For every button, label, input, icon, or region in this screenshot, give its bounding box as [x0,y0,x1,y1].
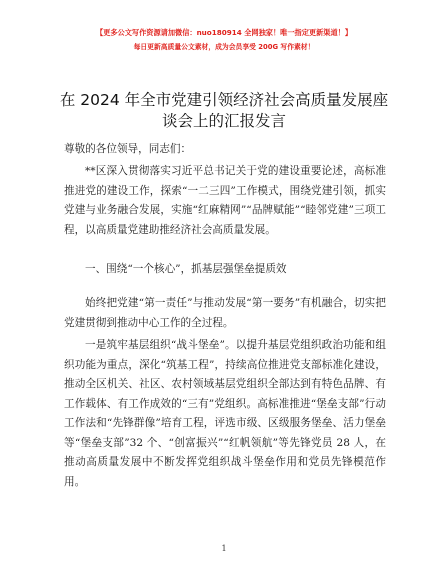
paragraph-intro: **区深入贯彻落实习近平总书记关于党的建设重要论述，高标准推进党的建设工作，探索“一二三四”工作模式，围绕党建引领，抓实党建与业务融合发展，实施“红麻精网”“品牌赋能”“睦邻党建”三项工程，以高质量党建助推经济社会高质量发展。 [64,165,386,236]
salutation: 尊敬的各位领导，同志们： [64,143,192,155]
paragraph-2: 始终把党建“第一责任”与推动发展“第一要务”有机融合，切实把党建贯彻到推动中心工作的全过程。 [64,297,386,329]
document-title: 在 2024 年全市党建引领经济社会高质量发展座谈会上的汇报发言 [59,91,389,130]
promo-banner-line1: 【更多公文写作资源请加微信：nuo180914 全网独家！唯一指定更新渠道！】 [95,28,353,37]
paragraph-3: 一是筑牢基层组织“战斗堡垒”。以提升基层党组织政治功能和组织功能为重点，深化“筑基工程”，持续高位推进党支部标准化建设，推动全区机关、社区、农村领域基层党组织全部达到有特色品牌、有工作载体、有工作成效的“三有”党组织。高标准推进“堡垒支部”行动工作法和“先锋群像”培育工程，评选市级、区级服务堡垒、活力堡垒等“堡垒支部”32 个、“创富振兴”“红帆领航”等先锋党员 28 人，在推动高质量发展中不断发挥党组织战斗堡垒作用和党员先锋模范作用。 [64,339,386,488]
section-heading-1: 一、围绕“一个核心”，抓基层强堡垒提质效 [85,263,287,275]
page-number: 1 [221,544,227,553]
promo-banner-line2: 每日更新高质量公文素材，成为会员享受 200G 写作素材！ [133,43,315,51]
